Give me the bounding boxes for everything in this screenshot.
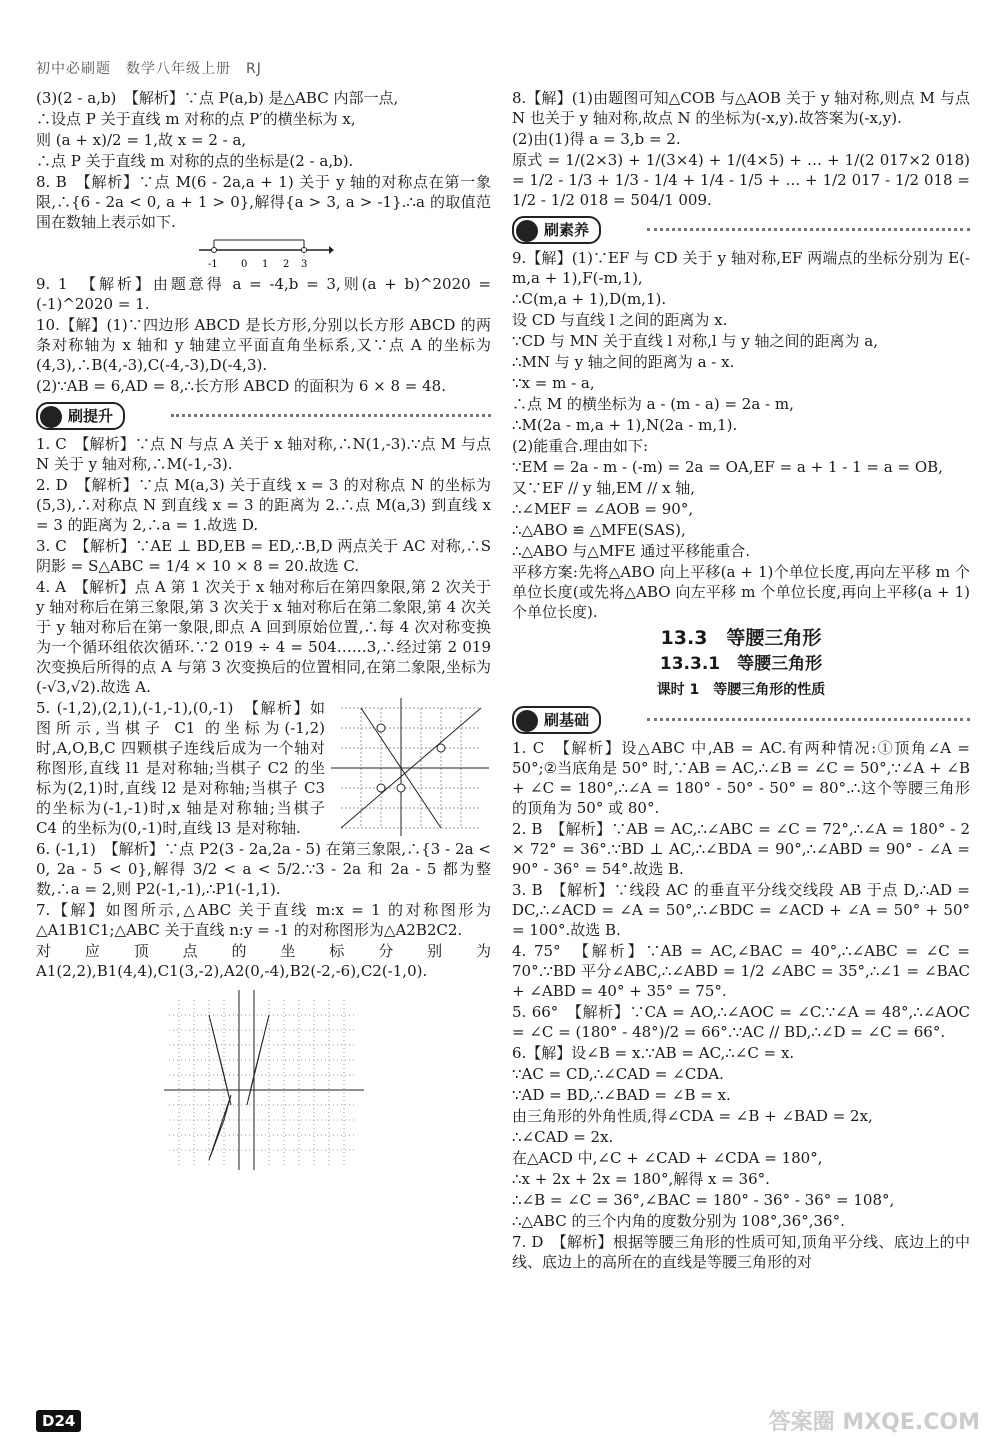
subsection-title: 13.3.1 等腰三角形 — [659, 654, 823, 674]
answer-line: 设 CD 与直线 l 之间的距离为 x. — [512, 311, 728, 329]
banner-label: 刷基础 — [544, 711, 590, 729]
answer-9: 9. 1 【解析】由题意得 a = -4,b = 3,则(a + b)^2020 = (-1)^2020 = 1. — [36, 275, 491, 313]
answer-line: ∴∠B = ∠C = 36°,∠BAC = 180° - 36° - 36° = 108°, — [512, 1191, 895, 1209]
page-number: D24 — [36, 1410, 81, 1432]
banner-label: 刷素养 — [544, 221, 590, 239]
divider — [171, 414, 491, 417]
tick-label: 1 — [261, 259, 268, 270]
answer-line: 则 (a + x)/2 = 1,故 x = 2 - a, — [36, 131, 247, 149]
answer-2: 2. B 【解析】∵AB = AC,∴∠ABC = ∠C = 72°,∴∠A = 180° - 2 × 72° = 36°.∵BD ⊥ AC,∴∠BDA = 90°,∴∠ABD = 90° - ∠A = 90° - 36° = 54°.故选 B. — [512, 820, 970, 878]
answer-line: 在△ACD 中,∠C + ∠CAD + ∠CDA = 180°, — [512, 1149, 823, 1167]
answer-9: 9.【解】(1)∵EF 与 CD 关于 y 轴对称,EF 两端点的坐标分别为 E(-m,a + 1),F(-m,1), — [512, 249, 970, 287]
answer-line: ∴点 P 关于直线 m 对称的点的坐标是(2 - a,b). — [36, 152, 354, 170]
answer-line: ∴∠CAD = 2x. — [512, 1128, 614, 1146]
answer-line: ∵x = m - a, — [512, 374, 595, 392]
answer-3: 3. B 【解析】∵线段 AC 的垂直平分线交线段 AB 于点 D,∴AD = DC,∴∠ACD = ∠A = 50°,∴∠BDC = ∠ACD + ∠A = 50° + 50° = 100°.故选 B. — [512, 881, 970, 939]
answer-8: 8.【解】(1)由题图可知△COB 与△AOB 关于 y 轴对称,则点 M 与点 N 也关于 y 轴对称,故点 N 的坐标为(-x,y).故答案为(-x,y). — [512, 89, 970, 127]
answer-line: ∴C(m,a + 1),D(m,1). — [512, 290, 667, 308]
answer-line: ∵CD 与 MN 关于直线 l 对称,l 与 y 轴之间的距离为 a, — [512, 332, 878, 350]
answer-line: ∴∠MEF = ∠AOB = 90°, — [512, 500, 694, 518]
answer-1: 1. C 【解析】∵点 N 与点 A 关于 x 轴对称,∴N(1,-3).∵点 M 与点 N 关于 y 轴对称,∴M(-1,-3). — [36, 435, 491, 473]
divider — [647, 228, 970, 231]
answer-line: ∴MN 与 y 轴之间的距离为 a - x. — [512, 353, 735, 371]
banner-tisheng — [36, 402, 491, 428]
section-title: 13.3 等腰三角形 — [660, 627, 822, 649]
pen-icon — [516, 710, 538, 732]
answer-line: ∴M(2a - m,a + 1),N(2a - m,1). — [512, 416, 738, 434]
answer-line: 由三角形的外角性质,得∠CDA = ∠B + ∠BAD = 2x, — [512, 1107, 873, 1125]
grid-figure — [159, 985, 369, 1175]
chessboard-figure — [331, 698, 491, 838]
answer-4: 4. A 【解析】点 A 第 1 次关于 x 轴对称后在第四象限,第 2 次关于 y 轴对称后在第三象限,第 3 次关于 x 轴对称后在第二象限,第 4 次关于 y 轴对称后在第一象限,即点 A 回到原始位置,∴每 4 次对称变换为一个循环组依次循环.∵2 019 ÷ 4 = 504……3,∴经过第 2 019 次变换后所得的点 A 与第 3 次变换后的位置相同,在第二象限,坐标为(-√3,√2).故选 A. — [36, 578, 491, 696]
banner-label: 刷提升 — [68, 407, 114, 425]
banner-suyang — [512, 216, 970, 242]
answer-10-1: 10.【解】(1)∵四边形 ABCD 是长方形,分别以长方形 ABCD 的两条对称轴为 x 轴和 y 轴建立平面直角坐标系,又∵点 A 的坐标为(4,3),∴B(4,-3),C(-4,-3),D(-4,3). — [36, 316, 491, 374]
divider — [647, 718, 970, 721]
lesson-title: 课时 1 等腰三角形的性质 — [656, 682, 826, 698]
pen-icon — [516, 220, 538, 242]
left-column — [36, 88, 491, 1179]
answer-7-coords: 对应顶点的坐标分别为 A1(2,2),B1(4,4),C1(3,-2),A2(0,-4),B2(-2,-6),C2(-1,0). — [36, 942, 491, 980]
answer-8-formula: 原式 = 1/(2×3) + 1/(3×4) + 1/(4×5) + … + 1/(2 017×2 018) = 1/2 - 1/3 + 1/3 - 1/4 + 1/4 - 1/5 + … + 1/2 017 - 1/2 018 = 1/2 - 1/2 018 = 504/1 009. — [512, 151, 970, 209]
answer-7: 7.【解】如图所示,△ABC 关于直线 m:x = 1 的对称图形为△A1B1C1;△ABC 关于直线 n:y = -1 的对称图形为△A2B2C2. — [36, 901, 491, 939]
answer-line: 又∵EF // y 轴,EM // x 轴, — [512, 479, 695, 497]
answer-line: ∴△ABO 与△MFE 通过平移能重合. — [512, 542, 751, 560]
grid-svg — [159, 985, 369, 1175]
right-column — [512, 88, 970, 1273]
answer-line: ∵EM = 2a - m - (-m) = 2a = OA,EF = a + 1 - 1 = a = OB, — [512, 458, 943, 476]
answer-7: 7. D 【解析】根据等腰三角形的性质可知,顶角平分线、底边上的中线、底边上的高所在的直线是等腰三角形的对 — [512, 1233, 970, 1271]
answer-line: ∴设点 P 关于直线 m 对称的点 P′的横坐标为 x, — [36, 110, 356, 128]
tick-label: 0 — [240, 259, 247, 270]
number-line-svg — [194, 236, 334, 270]
answer-8b: 8. B 【解析】∵点 M(6 - 2a,a + 1) 关于 y 轴的对称点在第一象限,∴{6 - 2a < 0, a + 1 > 0},解得{a > 3, a > -1}.∴a 的取值范围在数轴上表示如下. — [36, 173, 491, 231]
answer-6: 6.【解】设∠B = x.∵AB = AC,∴∠C = x. — [512, 1044, 795, 1062]
banner-jichu — [512, 706, 970, 732]
answer-10-2: (2)∵AB = 6,AD = 8,∴长方形 ABCD 的面积为 6 × 8 = 48. — [36, 377, 446, 395]
number-line-figure — [194, 236, 334, 270]
pen-icon — [40, 406, 62, 428]
answer-line: ∵AC = CD,∴∠CAD = ∠CDA. — [512, 1065, 724, 1083]
tick-label: 3 — [300, 259, 307, 270]
answer-line: ∴△ABC 的三个内角的度数分别为 108°,36°,36°. — [512, 1212, 845, 1230]
answer-3: 3. C 【解析】∵AE ⊥ BD,EB = ED,∴B,D 两点关于 AC 对称,∴S阴影 = S△ABC = 1/4 × 10 × 8 = 20.故选 C. — [36, 537, 491, 575]
answer-5: 5. 66° 【解析】∵CA = AO,∴∠AOC = ∠C.∵∠A = 48°,∴∠AOC = ∠C = (180° - 48°)/2 = 66°.∵AC // BD,∴∠D = ∠C = 66°. — [512, 1003, 970, 1041]
answer-1: 1. C 【解析】设△ABC 中,AB = AC.有两种情况:①顶角∠A = 50°;②当底角是 50° 时,∵AB = AC,∴∠B = ∠C = 50°,∵∠A + ∠B + ∠C = 180°,∴∠A = 180° - 50° - 50° = 80°.∴这个等腰三角形的顶角为 50° 或 80°. — [512, 739, 970, 817]
answer-line: ∴点 M 的横坐标为 a - (m - a) = 2a - m, — [512, 395, 794, 413]
answer-line: 平移方案:先将△ABO 向上平移(a + 1)个单位长度,再向左平移 m 个单位长度(或先将△ABO 向左平移 m 个单位长度,再向上平移(a + 1)个单位长度). — [512, 563, 970, 621]
answer-line: (3)(2 - a,b) 【解析】∵点 P(a,b) 是△ABC 内部一点, — [36, 89, 399, 107]
tick-label: -1 — [207, 259, 218, 270]
answer-line: ∴x + 2x + 2x = 180°,解得 x = 36°. — [512, 1170, 770, 1188]
answer-line: (2)能重合.理由如下: — [512, 437, 649, 455]
answer-line: ∴△ABO ≌ △MFE(SAS), — [512, 521, 686, 539]
tick-label: 2 — [282, 259, 289, 270]
answer-line: ∵AD = BD,∴∠BAD = ∠B = x. — [512, 1086, 731, 1104]
answer-4: 4. 75° 【解析】∵AB = AC,∠BAC = 40°,∴∠ABC = ∠C = 70°.∵BD 平分∠ABC,∴∠ABD = 1/2 ∠ABC = 35°,∴∠1 = ∠BAC + ∠ABD = 40° + 35° = 75°. — [512, 942, 970, 1000]
watermark: 答案圈 MXQE.COM — [768, 1410, 980, 1435]
answer-2: 2. D 【解析】∵点 M(a,3) 关于直线 x = 3 的对称点 N 的坐标为(5,3),∴对称点 N 到直线 x = 3 的距离为 2.∴点 M(a,3) 到直线 x = 3 的距离为 2,∴a = 1.故选 D. — [36, 476, 491, 534]
page-header: 初中必刷题 数学八年级上册 RJ — [36, 61, 262, 77]
answer-8-2: (2)由(1)得 a = 3,b = 2. — [512, 130, 681, 148]
answer-5: 5. (-1,2),(2,1),(-1,-1),(0,-1) 【解析】如图所示,当棋子 C1 的坐标为(-1,2)时,A,O,B,C 四颗棋子连线后成为一个轴对称图形,直线 l1 是对称轴;当棋子 C2 的坐标为(2,1)时,直线 l2 是对称轴;当棋子 C3 的坐标为(-1,-1)时,x 轴是对称轴;当棋子 C4 的坐标为(0,-1)时,直线 l3 是对称轴. — [36, 699, 325, 837]
answer-6: 6. (-1,1) 【解析】∵点 P2(3 - 2a,2a - 5) 在第三象限,∴{3 - 2a < 0, 2a - 5 < 0},解得 3/2 < a < 5/2.∵3 - 2a 和 2a - 5 都为整数,∴a = 2,则 P2(-1,-1),∴P1(-1,1). — [36, 840, 491, 898]
